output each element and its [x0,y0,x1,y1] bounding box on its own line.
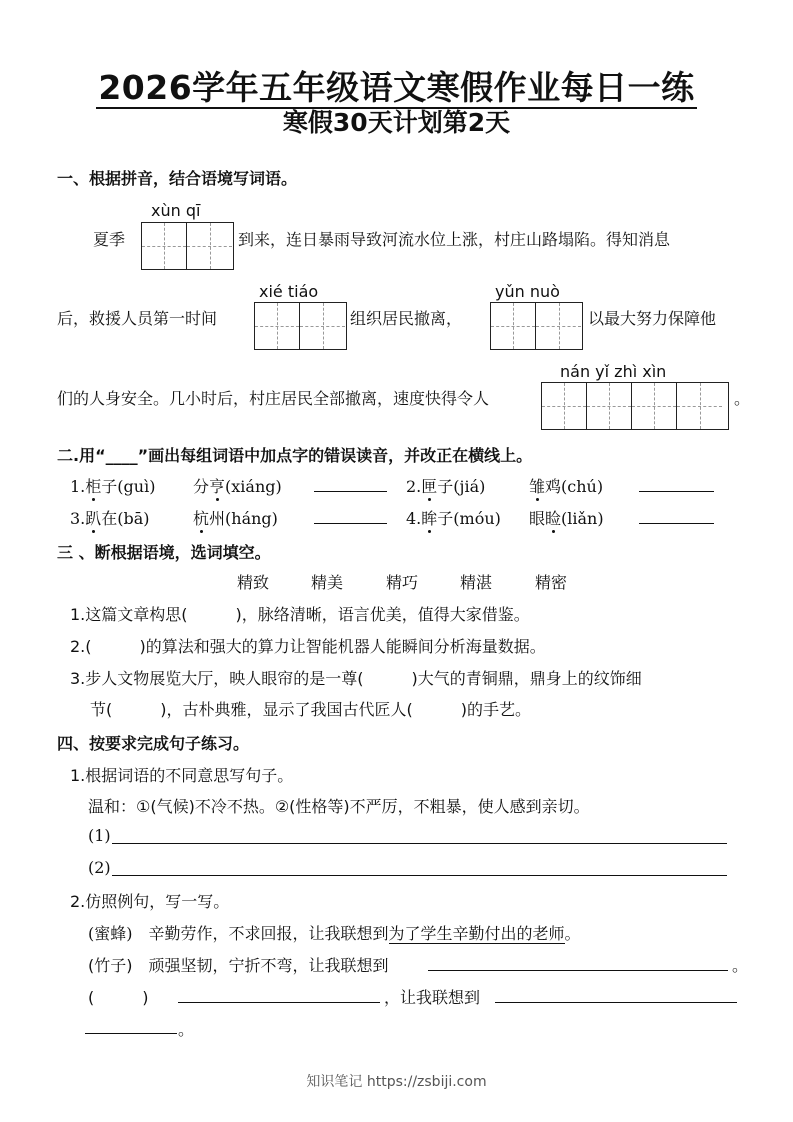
word-option: 精致 [237,573,270,592]
section4-heading: 四、按要求完成句子练习。 [57,734,250,753]
answer-line[interactable] [112,875,727,876]
punct: 。 [178,1020,195,1039]
answer-grid-xunqi[interactable] [141,222,234,270]
s1-text: 到来，连日暴雨导致河流水位上涨，村庄山路塌陷。得知消息 [238,230,671,249]
punct: 。 [732,956,749,975]
s1-text: 组织居民撤离， [350,309,463,328]
answer-line[interactable] [428,970,728,971]
word-item: 2.匣子(jiá) [406,477,486,496]
question-text: 3.步人文物展览大厅，映人眼帘的是一尊( )大气的青铜鼎，鼎身上的纹饰细 [70,669,642,688]
section2-heading: 二.用“____”画出每组词语中加点字的错误读音，并改正在横线上。 [57,446,533,465]
question-text: 2.仿照例句，写一写。 [70,892,230,911]
question-text: 1.这篇文章构思( )，脉络清晰，语言优美，值得大家借鉴。 [70,605,530,624]
pinyin-xunqi: xùn qī [151,201,201,220]
blank-label: ( ) [88,988,149,1007]
blank-label: (1) [88,826,111,845]
answer-grid-xietiao[interactable] [254,302,347,350]
word-option: 精美 [311,573,344,592]
answer-line[interactable] [639,523,714,524]
question-text: 1.根据词语的不同意思写句子。 [70,766,294,785]
word-option: 精湛 [460,573,493,592]
answer-line[interactable] [178,1002,380,1003]
question-text: 节( )，古朴典雅，显示了我国古代匠人( )的手艺。 [90,700,531,719]
word-item: 雏鸡(chú) [529,477,604,496]
answer-line[interactable] [314,523,387,524]
question-text: 2.( )的算法和强大的算力让智能机器人能瞬间分析海量数据。 [70,637,546,656]
pinyin-yunnuo: yǔn nuò [495,282,560,301]
word-option: 精密 [535,573,568,592]
word-item: 杭州(háng) [193,509,278,528]
page-title: 2026学年五年级语文寒假作业每日一练 [98,68,695,107]
answer-line[interactable] [314,491,387,492]
word-item: 眼睑(liǎn) [529,509,604,528]
word-item: 4.眸子(móu) [406,509,501,528]
section1-heading: 一、根据拼音，结合语境写词语。 [57,169,298,188]
footer-link[interactable]: 知识笔记 https://zsbiji.com [306,1074,487,1090]
example-sentence: (蜜蜂) 辛勤劳作，不求回报，让我联想到为了学生辛勤付出的老师。 [88,924,581,943]
word-item: 1.柜子(guì) [70,477,156,496]
question-text: (竹子) 顽强坚韧，宁折不弯，让我联想到 [88,956,389,975]
section3-heading: 三 、断根据语境，选词填空。 [57,543,271,562]
answer-grid-nanyizhixin[interactable] [541,382,729,430]
page-subtitle: 寒假30天计划第2天 [282,108,511,137]
definition-text: 温和：①(气候)不冷不热。②(性格等)不严厉，不粗暴，使人感到亲切。 [88,797,590,816]
answer-line[interactable] [85,1033,177,1034]
blank-label: (2) [88,858,111,877]
answer-line[interactable] [495,1002,737,1003]
pinyin-xietiao: xié tiáo [259,282,319,301]
answer-line[interactable] [112,843,727,844]
s1-text: 们的人身安全。几小时后，村庄居民全部撤离，速度快得令人 [57,389,490,408]
word-option: 精巧 [386,573,419,592]
answer-grid-yunnuo[interactable] [490,302,583,350]
question-text: ，让我联想到 [384,988,481,1007]
s1-text: 以最大努力保障他 [588,309,717,328]
s1-text: 。 [734,389,751,408]
word-item: 3.趴在(bā) [70,509,150,528]
answer-line[interactable] [639,491,714,492]
word-item: 分亨(xiáng) [193,477,282,496]
pinyin-nanyizhixin: nán yǐ zhì xìn [560,362,667,381]
s1-text: 夏季 [93,230,126,249]
s1-text: 后，救援人员第一时间 [57,309,218,328]
